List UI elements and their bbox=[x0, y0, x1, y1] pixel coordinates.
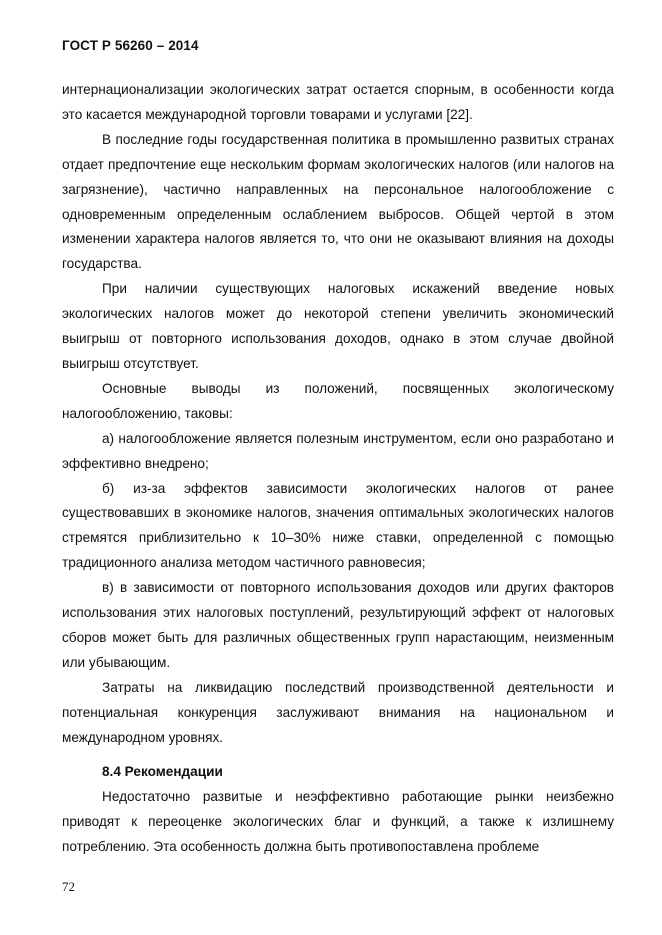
page-number: 72 bbox=[62, 879, 75, 894]
page-body bbox=[62, 78, 614, 860]
list-item-c: в) в зависимости от повторного использования доходов или других факторов использования этих налоговых поступлений, результирующий эффект от налоговых сборов может быть для различных общественных групп нарастающим, неизменным или убывающим. bbox=[62, 580, 614, 670]
list-item-b: б) из-за эффектов зависимости экологических налогов от ранее существовавших в экономике налогов, значения оптимальных экологических налогов стремятся приблизительно к 10–30% ниже ставки, определенной с помощью традиционного анализа методом частичного равновесия; bbox=[62, 480, 614, 571]
paragraph-conclusions-intro: Основные выводы из положений, посвященных экологическому налогообложению, таковы: bbox=[62, 380, 614, 421]
paragraph-costs: Затраты на ликвидацию последствий производственной деятельности и потенциальная конкуренция заслуживают внимания на национальном и международном уровнях. bbox=[62, 679, 614, 745]
paragraph-recommendations: Недостаточно развитые и неэффективно работающие рынки неизбежно приводят к переоценке экологических благ и функций, а также к излишнему потреблению. Эта особенность должна быть противопоставлена проблеме bbox=[62, 789, 614, 855]
paragraph-continued: интернационализации экологических затрат остается спорным, в особенности когда это касается международной торговли товарами и услугами [22]. bbox=[62, 82, 614, 122]
paragraph-tax-distortions: При наличии существующих налоговых искажений введение новых экологических налогов может до некоторой степени увеличить экономический выигрыш от повторного использования доходов, однако в этом случае двойной выигрыш отсутствует. bbox=[62, 281, 614, 371]
document-header: ГОСТ Р 56260 – 2014 bbox=[62, 38, 199, 53]
list-item-a: а) налогообложение является полезным инструментом, если оно разработано и эффективно внедрено; bbox=[62, 430, 614, 471]
paragraph-policy: В последние годы государственная политика в промышленно развитых странах отдает предпочтение еще нескольким формам экологических налогов (или налогов на загрязнение), частично направленных на персональное налогообложение с одновременным определенным ослаблением выбросов. Общей чертой в этом изменении характера налогов является то, что они не оказывают влияния на доходы государства. bbox=[62, 131, 614, 272]
section-heading: 8.4 Рекомендации bbox=[102, 764, 223, 780]
